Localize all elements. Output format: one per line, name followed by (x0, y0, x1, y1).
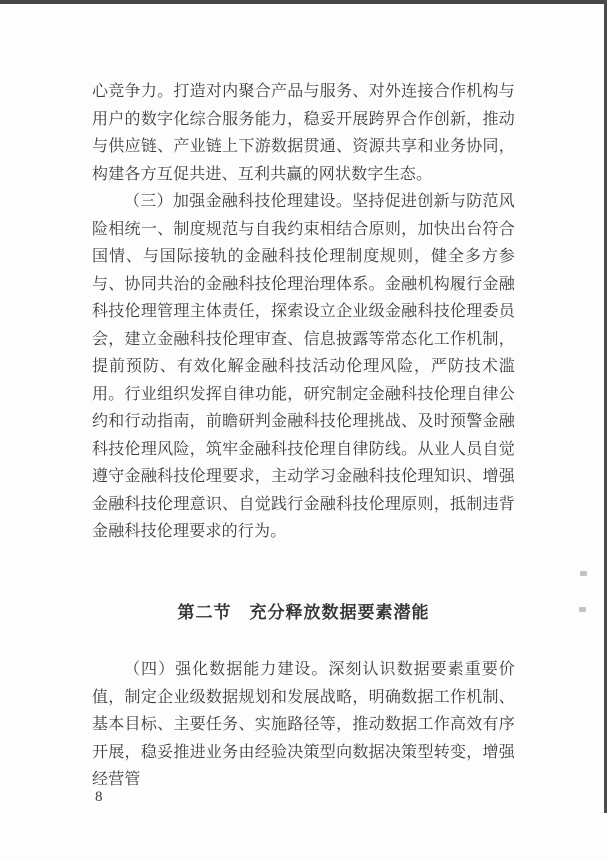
document-body (92, 78, 515, 546)
paragraph-data-capability: （四）强化数据能力建设。深刻认识数据要素重要价值，制定企业级数据规划和发展战略，明确数据工作机制、基本目标、主要任务、实施路径等，推动数据工作高效有序开展，稳妥推进业务由经验决策型向数据决策型转变，增强经营管 (92, 661, 515, 788)
section-heading: 第二节 充分释放数据要素潜能 (177, 603, 430, 622)
scan-speck (580, 571, 587, 576)
paragraph-digital-ecosystem: 心竞争力。打造对内聚合产品与服务、对外连接合作机构与用户的数字化综合服务能力，稳妥开展跨界合作创新，推动与供应链、产业链上下游数据贯通、资源共享和业务协同，构建各方互促共进、互利共赢的网状数字生态。 (92, 83, 515, 183)
scan-speck (579, 607, 586, 612)
paragraph-fintech-ethics: （三）加强金融科技伦理建设。坚持促进创新与防范风险相统一、制度规范与自我约束相结合原则，加快出台符合国情、与国际接轨的金融科技伦理制度规则，健全多方参与、协同共治的金融科技伦理治理体系。金融机构履行金融科技伦理管理主体责任，探索设立企业级金融科技伦理委员会，建立金融科技伦理审查、信息披露等常态化工作机制，提前预防、有效化解金融科技活动伦理风险，严防技术滥用。行业组织发挥自律功能，研究制定金融科技伦理自律公约和行动指南，前瞻研判金融科技伦理挑战、及时预警金融科技伦理风险，筑牢金融科技伦理自律防线。从业人员自觉遵守金融科技伦理要求，主动学习金融科技伦理知识、增强金融科技伦理意识、自觉践行金融科技伦理原则，抵制违背金融科技伦理要求的行为。 (92, 193, 515, 540)
page-number: 8 (95, 789, 103, 805)
scan-edge-top (0, 0, 607, 4)
